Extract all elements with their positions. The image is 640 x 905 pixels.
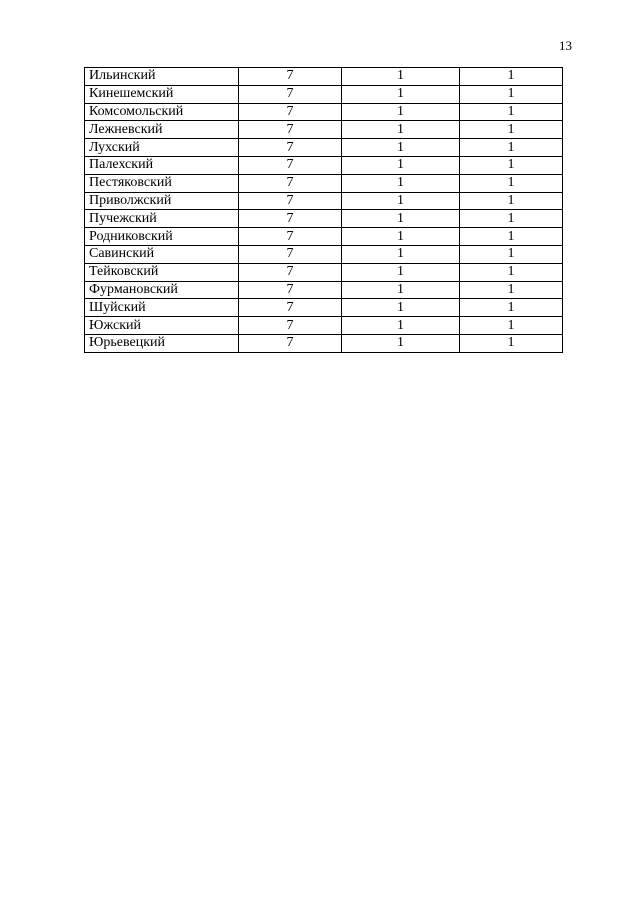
value-cell-col2: 7 xyxy=(239,121,342,139)
value-cell-col3: 1 xyxy=(342,174,460,192)
value-cell-col4: 1 xyxy=(460,281,563,299)
value-cell-col2: 7 xyxy=(239,245,342,263)
district-table-container xyxy=(84,67,562,353)
district-name-cell: Южский xyxy=(85,317,239,335)
district-name-cell: Ильинский xyxy=(85,68,239,86)
value-cell-col4: 1 xyxy=(460,334,563,352)
value-cell-col4: 1 xyxy=(460,245,563,263)
table-row xyxy=(85,156,563,174)
district-name-cell: Кинешемский xyxy=(85,85,239,103)
value-cell-col3: 1 xyxy=(342,156,460,174)
table-row xyxy=(85,245,563,263)
value-cell-col3: 1 xyxy=(342,299,460,317)
table-row xyxy=(85,174,563,192)
value-cell-col3: 1 xyxy=(342,103,460,121)
district-name-cell: Шуйский xyxy=(85,299,239,317)
value-cell-col4: 1 xyxy=(460,139,563,157)
value-cell-col4: 1 xyxy=(460,228,563,246)
value-cell-col2: 7 xyxy=(239,299,342,317)
value-cell-col2: 7 xyxy=(239,156,342,174)
table-row xyxy=(85,139,563,157)
value-cell-col3: 1 xyxy=(342,192,460,210)
table-row xyxy=(85,103,563,121)
value-cell-col2: 7 xyxy=(239,263,342,281)
district-name-cell: Фурмановский xyxy=(85,281,239,299)
district-name-cell: Палехский xyxy=(85,156,239,174)
value-cell-col2: 7 xyxy=(239,317,342,335)
table-row xyxy=(85,263,563,281)
value-cell-col2: 7 xyxy=(239,210,342,228)
district-name-cell: Родниковский xyxy=(85,228,239,246)
value-cell-col3: 1 xyxy=(342,281,460,299)
table-row xyxy=(85,210,563,228)
district-name-cell: Комсомольский xyxy=(85,103,239,121)
value-cell-col4: 1 xyxy=(460,210,563,228)
district-name-cell: Лежневский xyxy=(85,121,239,139)
value-cell-col3: 1 xyxy=(342,85,460,103)
table-row xyxy=(85,317,563,335)
value-cell-col4: 1 xyxy=(460,317,563,335)
value-cell-col2: 7 xyxy=(239,281,342,299)
table-row xyxy=(85,192,563,210)
value-cell-col3: 1 xyxy=(342,245,460,263)
table-row xyxy=(85,299,563,317)
value-cell-col3: 1 xyxy=(342,317,460,335)
value-cell-col2: 7 xyxy=(239,192,342,210)
value-cell-col4: 1 xyxy=(460,68,563,86)
district-name-cell: Савинский xyxy=(85,245,239,263)
district-name-cell: Пучежский xyxy=(85,210,239,228)
district-name-cell: Пестяковский xyxy=(85,174,239,192)
value-cell-col2: 7 xyxy=(239,334,342,352)
table-row xyxy=(85,85,563,103)
value-cell-col3: 1 xyxy=(342,210,460,228)
value-cell-col3: 1 xyxy=(342,121,460,139)
table-row xyxy=(85,68,563,86)
value-cell-col3: 1 xyxy=(342,263,460,281)
value-cell-col4: 1 xyxy=(460,192,563,210)
district-name-cell: Юрьевецкий xyxy=(85,334,239,352)
value-cell-col3: 1 xyxy=(342,228,460,246)
value-cell-col4: 1 xyxy=(460,121,563,139)
value-cell-col2: 7 xyxy=(239,85,342,103)
value-cell-col2: 7 xyxy=(239,174,342,192)
district-name-cell: Тейковский xyxy=(85,263,239,281)
table-row xyxy=(85,281,563,299)
value-cell-col4: 1 xyxy=(460,174,563,192)
value-cell-col3: 1 xyxy=(342,139,460,157)
value-cell-col4: 1 xyxy=(460,299,563,317)
table-row xyxy=(85,228,563,246)
value-cell-col4: 1 xyxy=(460,85,563,103)
value-cell-col2: 7 xyxy=(239,139,342,157)
district-table-body xyxy=(85,68,563,353)
value-cell-col4: 1 xyxy=(460,263,563,281)
table-row xyxy=(85,121,563,139)
table-row xyxy=(85,334,563,352)
district-table xyxy=(84,67,563,353)
value-cell-col2: 7 xyxy=(239,68,342,86)
value-cell-col3: 1 xyxy=(342,334,460,352)
district-name-cell: Лухский xyxy=(85,139,239,157)
value-cell-col4: 1 xyxy=(460,103,563,121)
page-number: 13 xyxy=(559,38,572,53)
value-cell-col2: 7 xyxy=(239,103,342,121)
value-cell-col3: 1 xyxy=(342,68,460,86)
value-cell-col4: 1 xyxy=(460,156,563,174)
district-name-cell: Приволжский xyxy=(85,192,239,210)
value-cell-col2: 7 xyxy=(239,228,342,246)
